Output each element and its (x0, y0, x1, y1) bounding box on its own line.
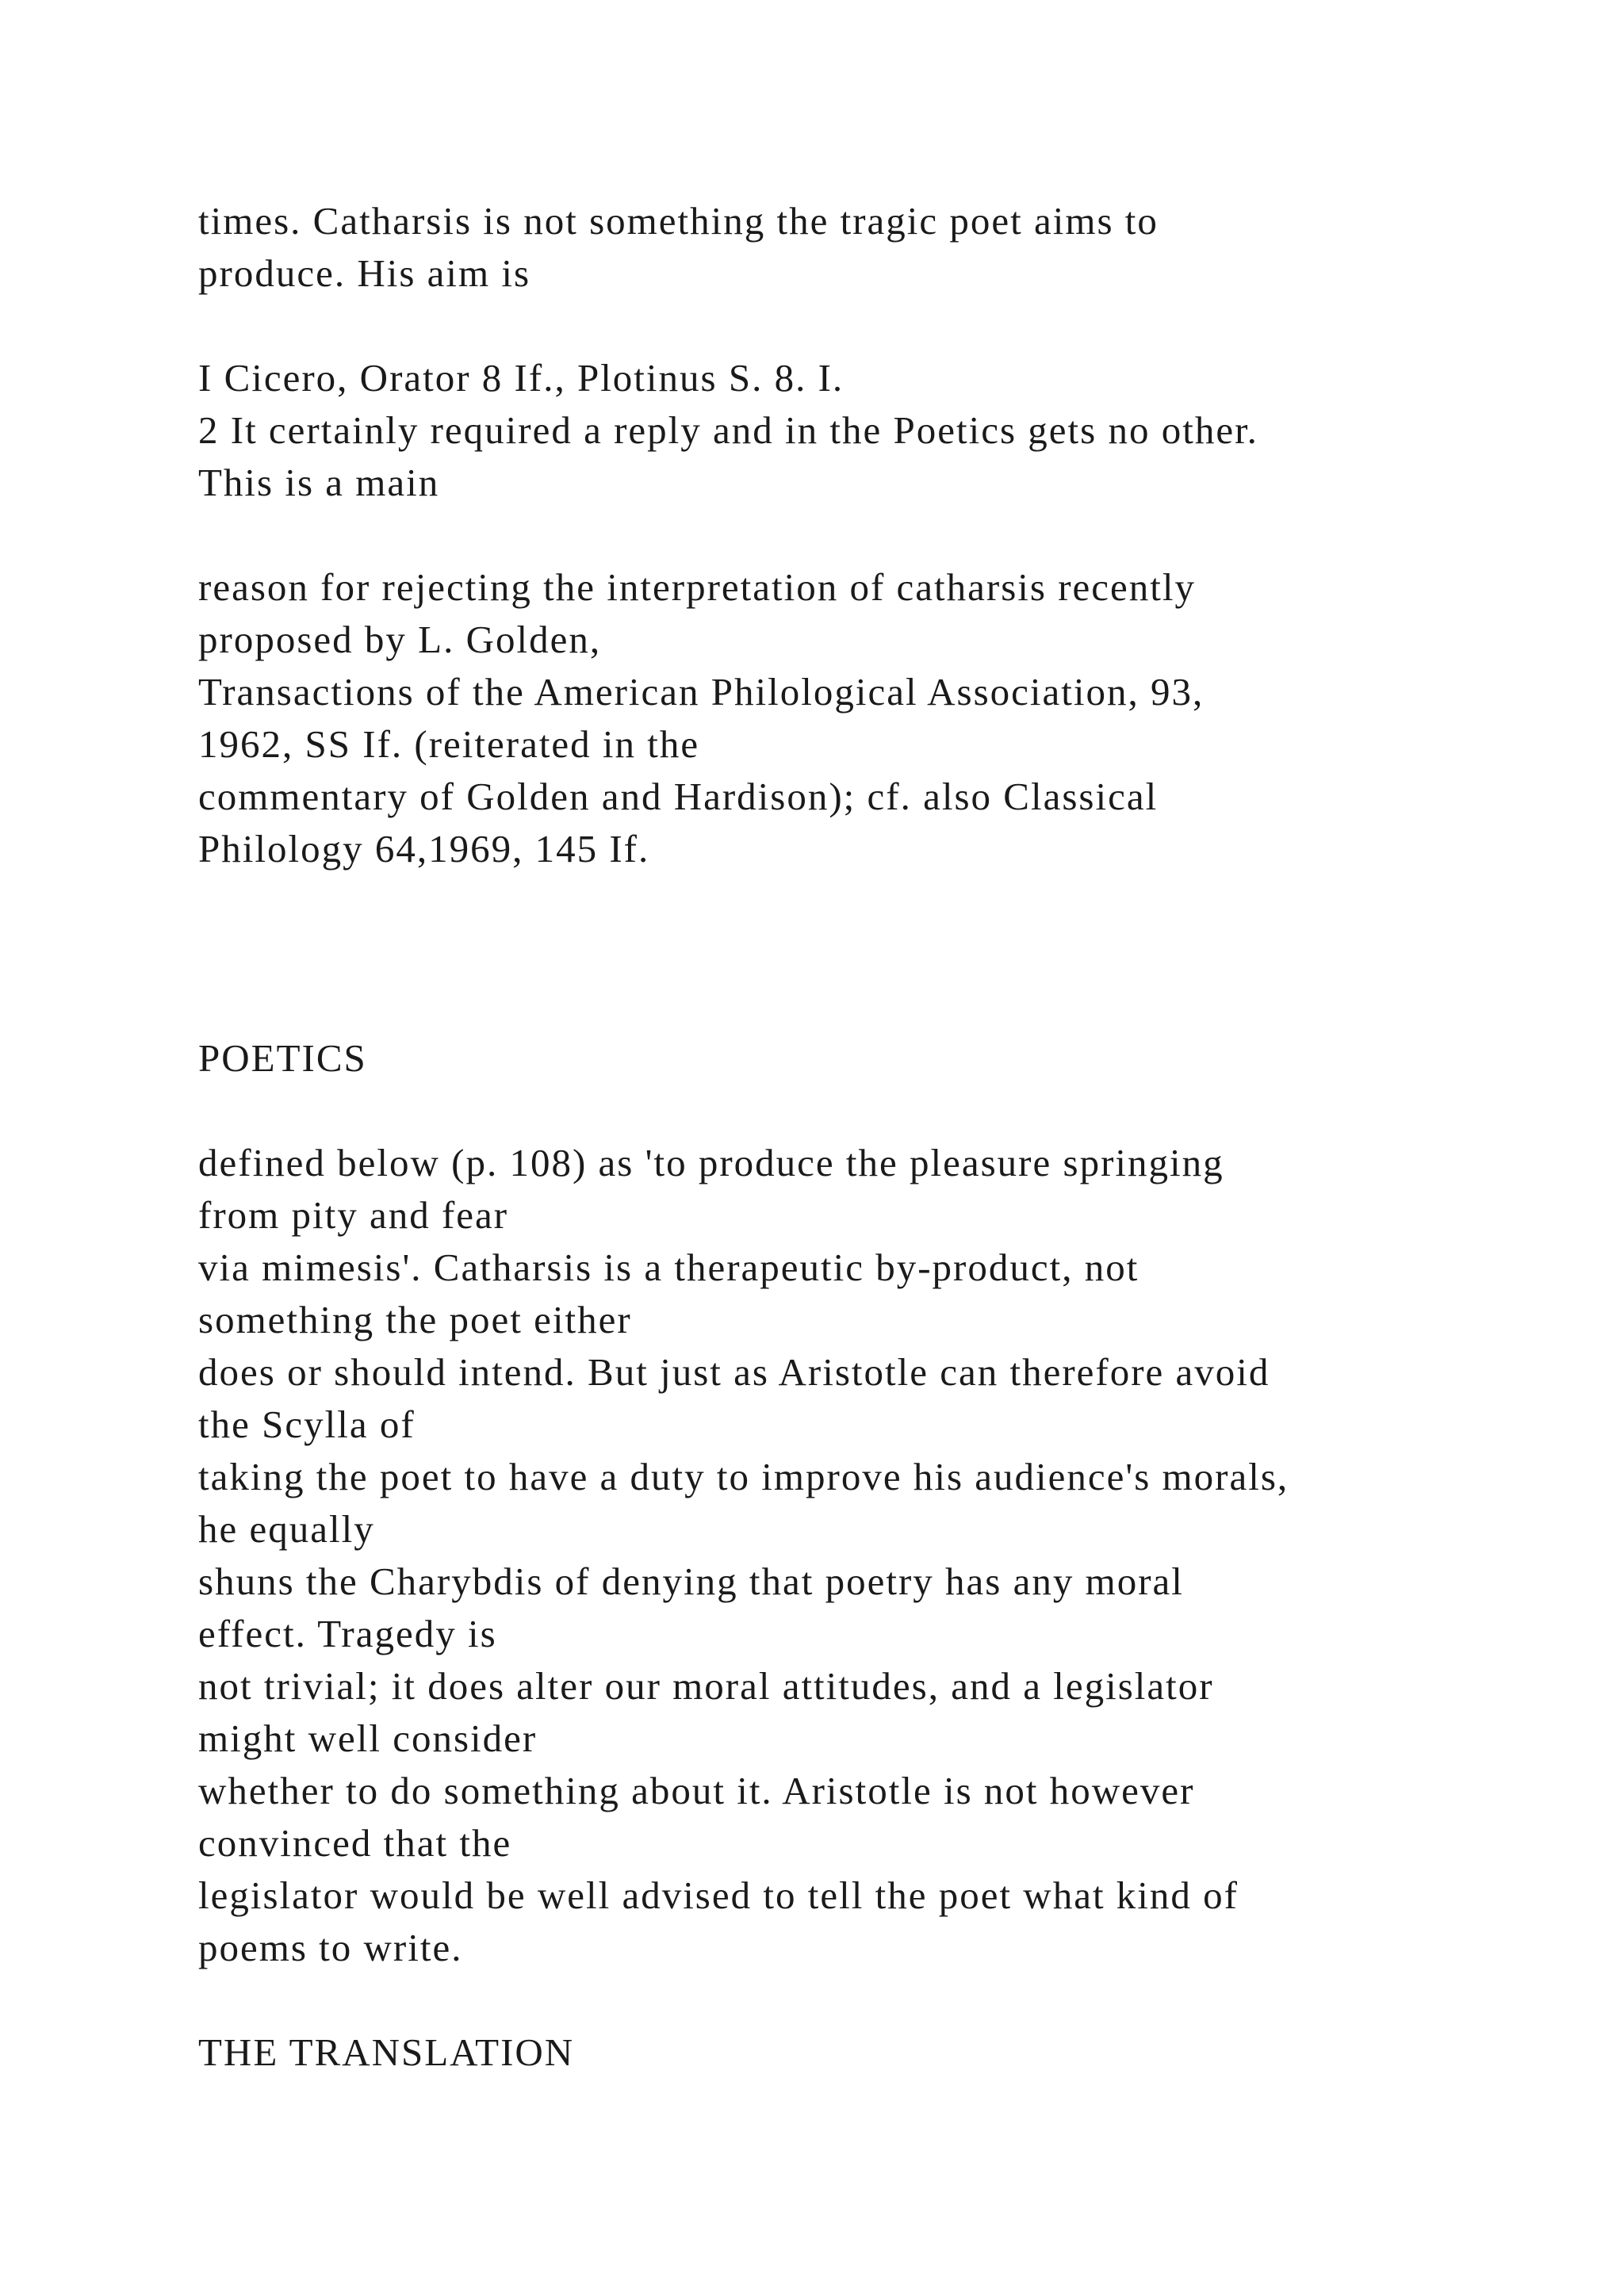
paragraph-catharsis-aim (198, 195, 1499, 300)
text-line: from pity and fear (198, 1193, 509, 1237)
footnote-line: commentary of Golden and Hardison); cf. also Classical (198, 775, 1159, 818)
text-line: poems to write. (198, 1926, 463, 1969)
running-head: POETICS (198, 1036, 367, 1080)
text-line: convinced that the (198, 1821, 512, 1865)
footnote-line: 2 It certainly required a reply and in the Poetics gets no other. (198, 408, 1258, 452)
footnotes-block-a (198, 352, 1499, 509)
text-line: times. Catharsis is not something the tragic poet aims to (198, 199, 1159, 243)
spacer (198, 1085, 1499, 1137)
footnote-line: reason for rejecting the interpretation of catharsis recently (198, 565, 1197, 609)
document-page (198, 195, 1499, 2079)
text-line: the Scylla of (198, 1402, 416, 1446)
footnote-line: Philology 64,1969, 145 If. (198, 827, 650, 871)
footnote-line: This is a main (198, 461, 440, 504)
text-line: legislator would be well advised to tell the poet what kind of (198, 1873, 1239, 1917)
spacer (198, 509, 1499, 561)
text-line: shuns the Charybdis of denying that poetry has any moral (198, 1559, 1184, 1603)
paragraph-catharsis-byproduct (198, 1137, 1499, 1974)
text-line: he equally (198, 1507, 375, 1551)
text-line: taking the poet to have a duty to improve his audience's morals, (198, 1455, 1289, 1498)
footnote-line: 1962, SS If. (reiterated in the (198, 722, 700, 766)
text-line: not trivial; it does alter our moral attitudes, and a legislator (198, 1664, 1214, 1708)
text-line: defined below (p. 108) as 'to produce the pleasure springing (198, 1141, 1224, 1184)
spacer (198, 875, 1499, 1032)
text-line: does or should intend. But just as Aristotle can therefore avoid (198, 1350, 1270, 1394)
text-line: something the poet either (198, 1298, 632, 1341)
section-heading: THE TRANSLATION (198, 2030, 575, 2074)
spacer (198, 300, 1499, 352)
footnote-line: Transactions of the American Philological Association, 93, (198, 670, 1205, 714)
footnote-line: I Cicero, Orator 8 If., Plotinus S. 8. I. (198, 356, 845, 400)
text-line: produce. His aim is (198, 251, 531, 295)
spacer (198, 1974, 1499, 2026)
footnote-line: proposed by L. Golden, (198, 618, 602, 661)
text-line: whether to do something about it. Aristotle is not however (198, 1769, 1195, 1812)
text-line: effect. Tragedy is (198, 1612, 497, 1655)
footnotes-block-b (198, 561, 1499, 875)
text-line: might well consider (198, 1716, 538, 1760)
text-line: via mimesis'. Catharsis is a therapeutic by-product, not (198, 1246, 1139, 1289)
